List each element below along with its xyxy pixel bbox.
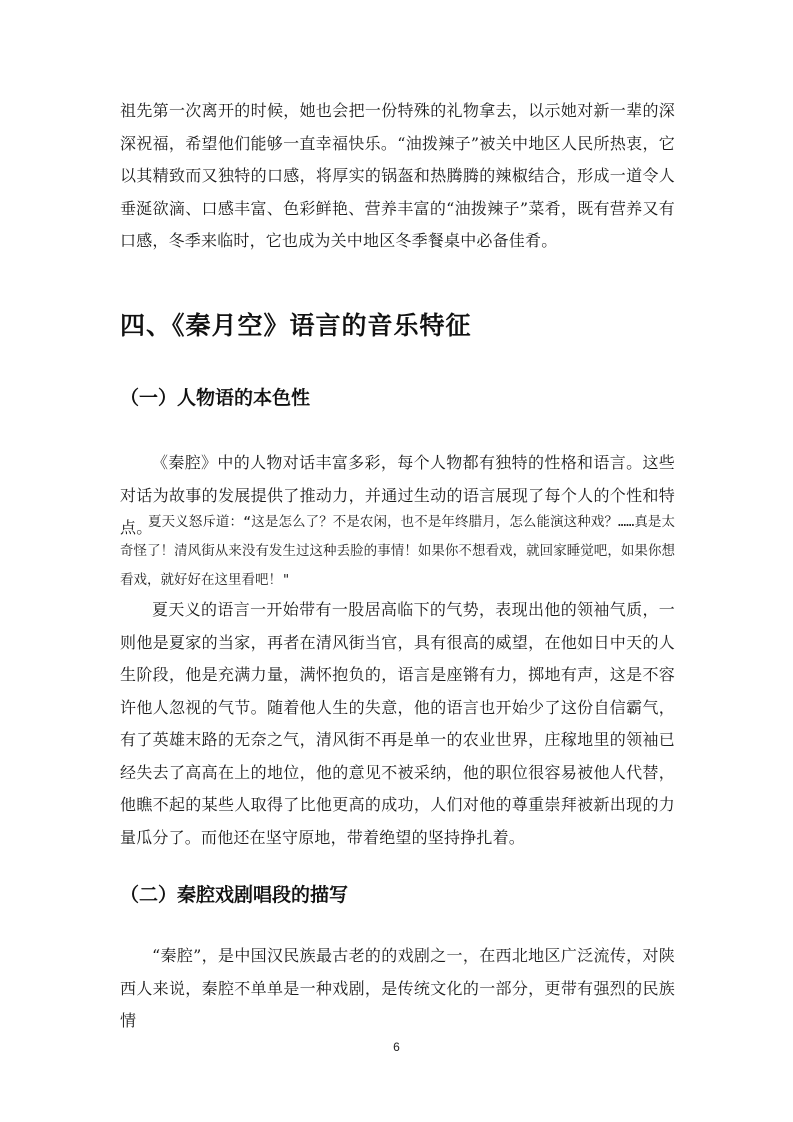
body-paragraph: “秦腔”，是中国汉民族最古老的的戏剧之一，在西北地区广泛流传，对陕西人来说，秦腔不单单是一种戏剧，是传统文化的一部分，更带有强烈的民族情 xyxy=(120,946,675,1030)
body-paragraph: 夏天义的语言一开始带有一股居高临下的气势，表现出他的领袖气质，一则他是夏家的当家，再者在清风街当官，具有很高的威望，在他如日中天的人生阶段，他是充满力量，满怀抱负的，语言是座锵有力，掷地有声，这是不容许他人忽视的气节。随着他人生的失意，他的语言也开始少了这份自信霸气，有了英雄末路的无奈之气，清风街不再是单一的农业世界，庄稼地里的领袖已经失去了高高在上的地位，他的意见不被采纳，他的职位很容易被他人代替，他瞧不起的某些人取得了比他更高的成功，人们对他的尊重崇拜被新出现的力量瓜分了。而他还在坚守原地，带着绝望的坚持挣扎着。 xyxy=(120,600,675,847)
body-paragraph: 《秦腔》中的人物对话丰富多彩，每个人物都有独特的性格和语言。这些对话为故事的发展提供了推动力，并通过生动的语言展现了每个人的个性和特点。 xyxy=(120,453,675,537)
chapter-heading: 四、《秦月空》语言的音乐特征 xyxy=(120,311,472,340)
dialogue-quote: 夏天义怒斥道：“这是怎么了？不是农闲，也不是年终腊月，怎么能演这种戏？……真是太奇怪了！清风街从来没有发生过这种丢脸的事情！如果你不想看戏，就回家睡觉吧，如果你想看戏，就好好在这里看吧！" xyxy=(120,514,675,588)
body-paragraph: 祖先第一次离开的时候，她也会把一份特殊的礼物拿去，以示她对新一辈的深深祝福，希望他们能够一直幸福快乐。“油拨辣子”被关中地区人民所热衷，它以其精致而又独特的口感，将厚实的锅盔和热腾腾的辣椒结合，形成一道令人垂涎欲滴、口感丰富、色彩鲜艳、营养丰富的“油拨辣子”菜肴，既有营养又有口感，冬季来临时，它也成为关中地区冬季餐桌中必备佳肴。 xyxy=(120,101,675,250)
section-heading: （二）秦腔戏剧唱段的描写 xyxy=(120,884,349,906)
page-number: 6 xyxy=(393,1040,400,1054)
section-heading: （一）人物语的本色性 xyxy=(120,387,311,409)
